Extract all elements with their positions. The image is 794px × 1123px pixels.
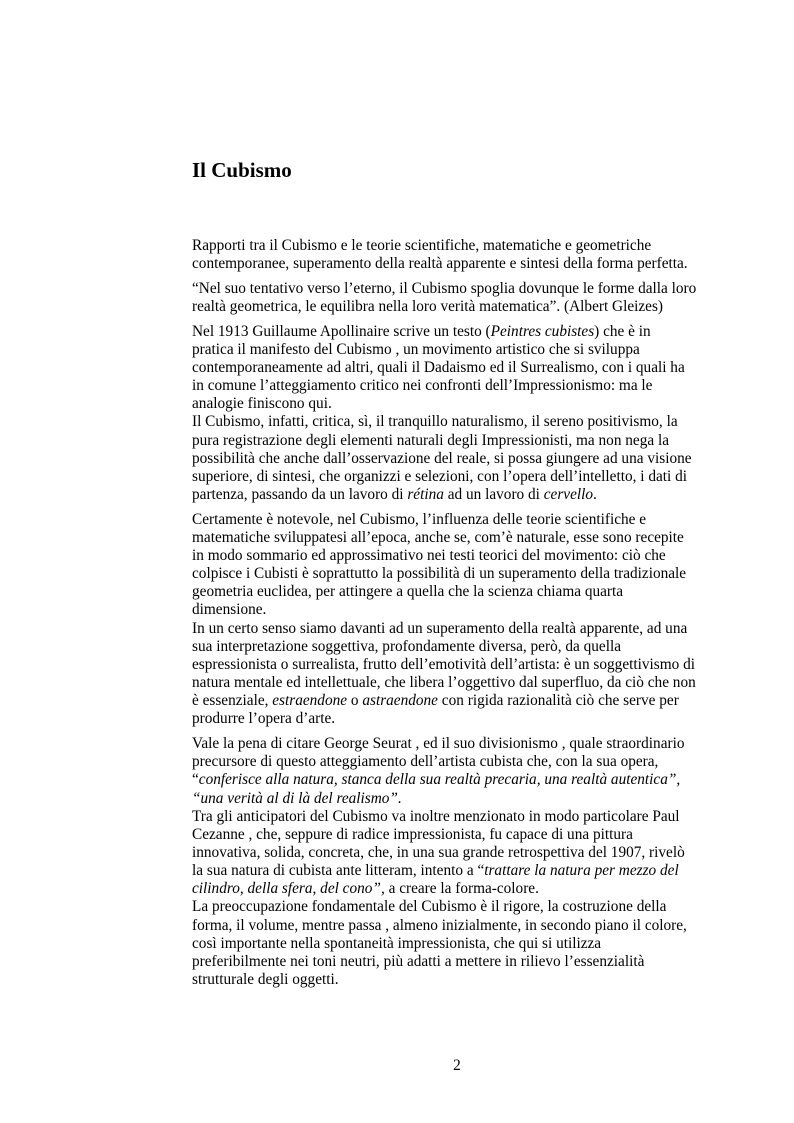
text-line: La preoccupazione fondamentale del Cubismo è il rigore, la costruzione della [192, 898, 667, 916]
text-run: è essenziale, [192, 692, 273, 710]
text-run: . [593, 486, 597, 504]
emphasis: trattare la natura per mezzo del [484, 862, 679, 880]
text-line: Vale la pena di citare George Seurat , ed il suo divisionismo , quale straordinario [192, 735, 685, 753]
apollinaire-paragraph [192, 323, 722, 505]
text-line [192, 880, 722, 898]
text-line: preferibilmente nei toni neutri, più adatti a mettere in rilievo l’essenzialità [192, 952, 645, 970]
text-line: Cezanne , che, seppure di radice impressionista, fu capace di una pittura [192, 825, 633, 843]
text-line [192, 771, 722, 789]
text-run: ad un lavoro di [443, 486, 544, 504]
text-line: precursore di questo atteggiamento dell’artista cubista che, con la sua opera, [192, 753, 659, 771]
text-run: ) che è in [594, 322, 651, 340]
text-line: produrre l’opera d’arte. [192, 710, 336, 728]
document-title: Il Cubismo [192, 158, 292, 182]
page-number: 2 [453, 1057, 461, 1074]
document-body [192, 237, 722, 996]
book-title: Peintres cubistes [490, 322, 595, 340]
emphasis: “una verità al di là del realismo”. [192, 789, 402, 807]
text-line [192, 862, 722, 880]
text-line: “Nel suo tentativo verso l’eterno, il Cubismo spoglia dovunque le forme dalla loro [192, 279, 697, 297]
text-run: , a creare la forma-colore. [380, 880, 539, 898]
text-run: “ [192, 771, 199, 789]
text-line: contemporaneamente ad altri, quali il Dadaismo ed il Surrealismo, con i quali ha [192, 358, 685, 376]
emphasis: conferisce alla natura, stanca della sua realtà precaria, una realtà autentica”, [198, 771, 681, 789]
text-line: in comune l’atteggiamento critico nei confronti dell’Impressionismo: ma le [192, 377, 653, 395]
text-line: espressionista o surrealista, frutto dell’emotività dell’artista: è un soggettivismo di [192, 655, 695, 673]
text-line: dimensione. [192, 601, 267, 619]
text-line: analogie finiscono qui. [192, 395, 332, 413]
science-paragraph [192, 511, 722, 729]
text-line: sua interpretazione soggettiva, profondamente diversa, però, da quella [192, 637, 621, 655]
text-line [192, 790, 722, 808]
text-run: la sua natura di cubista ante litteram, intento a “ [192, 862, 485, 880]
text-line: colpisce i Cubisti è soprattutto la possibilità di un superamento della tradizionale [192, 565, 687, 583]
text-line: contemporanee, superamento della realtà apparente e sintesi della forma perfetta. [192, 255, 688, 273]
text-line: forma, il volume, mentre passa , almeno inizialmente, in secondo piano il colore, [192, 916, 687, 934]
text-line: Tra gli anticipatori del Cubismo va inoltre menzionato in modo particolare Paul [192, 807, 680, 825]
text-line [192, 323, 722, 341]
text-line: In un certo senso siamo davanti ad un superamento della realtà apparente, ad una [192, 619, 688, 637]
emphasis: rétina [407, 486, 444, 504]
text-line [192, 486, 722, 504]
text-run: con rigida razionalità ciò che serve per [437, 692, 679, 710]
text-line: in modo sommario ed approssimativo nei testi teorici del movimento: ciò che [192, 547, 666, 564]
emphasis: estraendone [272, 692, 348, 710]
text-line: Il Cubismo, infatti, critica, sì, il tranquillo naturalismo, il sereno positivismo, la [192, 413, 678, 431]
text-line: strutturale degli oggetti. [192, 971, 339, 989]
text-line: Rapporti tra il Cubismo e le teorie scientifiche, matematiche e geometriche [192, 237, 652, 254]
text-run: partenza, passando da un lavoro di [192, 486, 408, 504]
gleizes-quote-paragraph [192, 280, 722, 316]
text-line: superiore, di sintesi, che organizzi e selezioni, con l’opera dell’intelletto, i dati di [192, 467, 688, 485]
emphasis: cilindro, della sfera, del cono” [192, 880, 381, 898]
text-line: pratica il manifesto del Cubismo , un movimento artistico che si sviluppa [192, 340, 640, 358]
seurat-cezanne-paragraph [192, 735, 722, 989]
text-line: matematiche sviluppatesi all’epoca, anche se, com’è naturale, esse sono recepite [192, 528, 684, 546]
text-line: natura mentale ed intellettuale, che libera l’oggettivo dal superfluo, da ciò che non [192, 674, 696, 692]
emphasis: cervello [543, 486, 594, 504]
text-line: così importante nella spontaneità impressionista, che qui si utilizza [192, 934, 602, 952]
text-line: possibilità che anche dall’osservazione del reale, si possa giungere ad una visione [192, 449, 692, 467]
text-line: innovativa, solida, concreta, che, in una sua grande retrospettiva del 1907, rivelò [192, 844, 685, 861]
text-line: realtà geometrica, le equilibra nella loro verità matematica”. (Albert Gleizes) [192, 297, 663, 315]
text-run: Nel 1913 Guillaume Apollinaire scrive un testo ( [192, 322, 491, 340]
text-run: o [347, 692, 363, 710]
emphasis: astraendone [362, 692, 438, 710]
intro-paragraph [192, 237, 722, 273]
text-line: Certamente è notevole, nel Cubismo, l’influenza delle teorie scientifiche e [192, 510, 647, 528]
text-line: geometria euclidea, per attingere a quella che la scienza chiama quarta [192, 583, 624, 601]
text-line: pura registrazione degli elementi naturali degli Impressionisti, ma non nega la [192, 431, 670, 449]
text-line [192, 692, 722, 710]
